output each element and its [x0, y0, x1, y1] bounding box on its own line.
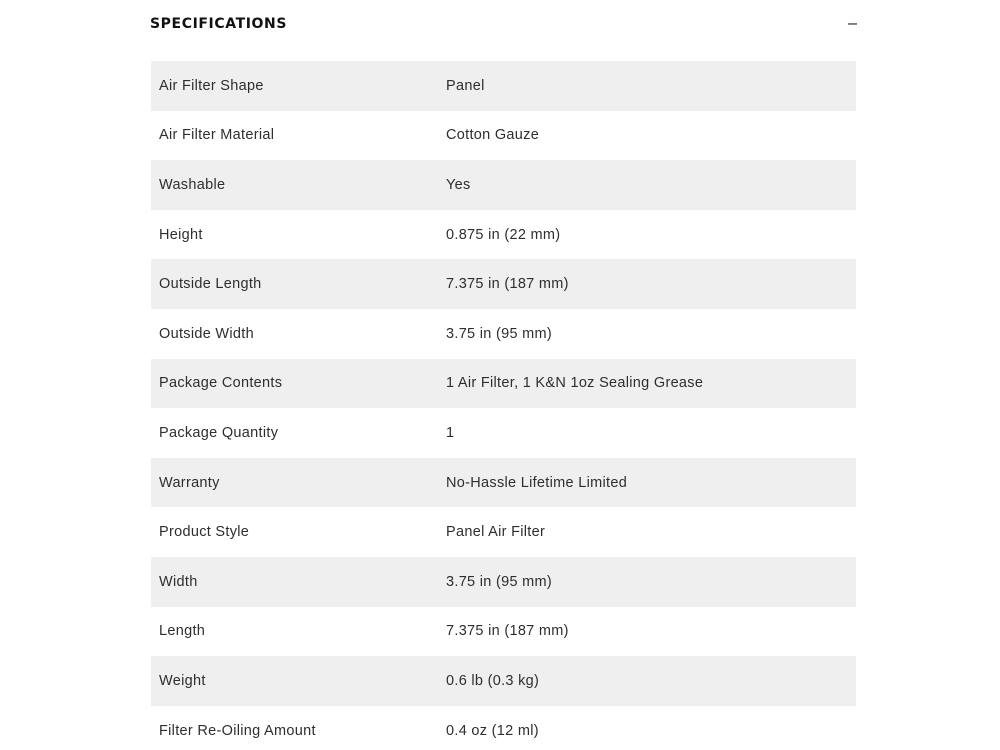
spec-row	[151, 408, 856, 458]
spec-row	[151, 458, 856, 508]
spec-value: Panel Air Filter	[446, 524, 546, 541]
spec-label: Outside Width	[159, 325, 254, 342]
spec-value: 1 Air Filter, 1 K&N 1oz Sealing Grease	[446, 375, 704, 392]
spec-label: Air Filter Shape	[159, 77, 264, 94]
spec-value: Panel	[446, 77, 485, 94]
spec-row	[151, 160, 856, 210]
spec-row	[151, 259, 856, 309]
spec-row	[151, 607, 856, 657]
spec-row	[151, 656, 856, 706]
spec-row	[151, 210, 856, 260]
spec-label: Package Quantity	[159, 424, 279, 441]
spec-value: 1	[446, 424, 455, 441]
spec-row	[151, 111, 856, 161]
spec-value: No-Hassle Lifetime Limited	[446, 474, 628, 491]
spec-label: Package Contents	[159, 375, 283, 392]
spec-row	[151, 359, 856, 409]
spec-value: 0.6 lb (0.3 kg)	[446, 672, 540, 689]
spec-label: Washable	[159, 176, 226, 193]
section-title: SPECIFICATIONS	[150, 16, 288, 32]
spec-row	[151, 309, 856, 359]
spec-value: 3.75 in (95 mm)	[446, 325, 553, 342]
spec-value: 3.75 in (95 mm)	[446, 573, 553, 590]
spec-label: Filter Re-Oiling Amount	[159, 722, 316, 739]
spec-label: Product Style	[159, 524, 250, 541]
spec-row	[151, 706, 856, 750]
spec-row	[151, 61, 856, 111]
spec-label: Height	[159, 226, 203, 243]
spec-row	[151, 557, 856, 607]
spec-label: Length	[159, 623, 206, 640]
spec-label: Outside Length	[159, 276, 262, 293]
spec-row	[151, 507, 856, 557]
spec-label: Air Filter Material	[159, 127, 275, 144]
specifications-accordion-header[interactable]	[150, 0, 860, 48]
spec-label: Warranty	[159, 474, 220, 491]
spec-value: Yes	[446, 176, 471, 193]
collapse-minus-icon[interactable]: –	[848, 15, 857, 32]
spec-value: 7.375 in (187 mm)	[446, 623, 569, 640]
spec-label: Weight	[159, 672, 206, 689]
spec-label: Width	[159, 573, 198, 590]
specifications-table	[151, 61, 856, 750]
spec-value: 7.375 in (187 mm)	[446, 276, 569, 293]
spec-value: 0.875 in (22 mm)	[446, 226, 561, 243]
spec-value: Cotton Gauze	[446, 127, 540, 144]
spec-value: 0.4 oz (12 ml)	[446, 722, 539, 739]
